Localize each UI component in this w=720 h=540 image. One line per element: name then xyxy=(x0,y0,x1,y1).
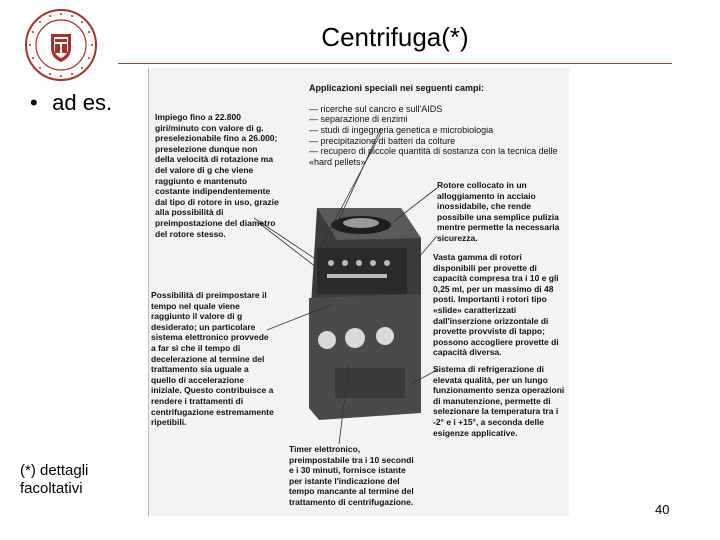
timer-description: Timer elettronico, preimpostabile tra i 10 secondi e i 30 minuti, fornisce istante per istante l'indicazione del tempo mancante al termine del trattamento di centrifugazione. xyxy=(289,444,414,507)
slide-title: Centrifuga(*) xyxy=(321,22,469,52)
footnote: (*) dettagli facoltativi xyxy=(20,462,89,497)
applications-list: — ricerche sul cancro e sull'AIDS — separazione di enzimi — studi di ingegneria genetica e microbiologia — precipitazione di batteri da colture — recupero di piccole quantità di sostanza con la tecnica delle «hard pellets» xyxy=(309,103,558,167)
bullet-item xyxy=(30,90,112,116)
refrigeration-description: Sistema di refrigerazione di elevata qualità, per un lungo funzionamento senza operazioni di manutenzione, permette di selezionare la temperatura tra i -2° e i +15°, a seconda delle esigenze applicative. xyxy=(433,364,565,438)
title-divider xyxy=(118,63,672,64)
rotor-range-description: Vasta gamma di rotori disponibili per provette di capacità compresa tra i 10 e gli 0,25 ml, per un massimo di 48 posti. Importanti i rotori tipo «slide» caratterizzati dall'inserzione orizzontale di provette provviste di tappo; possono accogliere provette di capacità diversa. xyxy=(433,252,559,358)
university-seal-logo xyxy=(24,8,98,82)
applications-heading: Applicazioni speciali nei seguenti campi: xyxy=(309,82,485,93)
bullet-dot-icon: • xyxy=(30,90,38,115)
rotor-housing-description: Rotore collocato in un alloggiamento in acciaio inossidabile, che rende possibile una semplice pulizia mentre permette la necessaria sicurezza. xyxy=(437,180,560,243)
speed-description: Impiego fino a 22.800 giri/minuto con valore di g. preselezionabile fino a 26.000; preselezione dunque non della velocità di rotazione ma del valore di g che viene raggiunto e mantenuto costante indipendentemente dal tipo di rotore in uso, grazie alla possibilità di preimpostazione del diametro del rotore stesso. xyxy=(155,112,279,239)
centrifuge-brochure-figure xyxy=(148,68,569,516)
acceleration-description: Possibilità di preimpostare il tempo nel quale viene raggiunto il valore di g desiderato; un particolare sistema elettronico provvede a far sì che il tempo di decelerazione al termine del trattamento sia uguale a quello di accelerazione iniziale. Questo contribuisce a rendere i trattamenti di centrifugazione estremamente ripetibili. xyxy=(151,290,274,428)
page-number: 40 xyxy=(655,502,670,517)
bullet-text: ad es. xyxy=(52,90,113,115)
